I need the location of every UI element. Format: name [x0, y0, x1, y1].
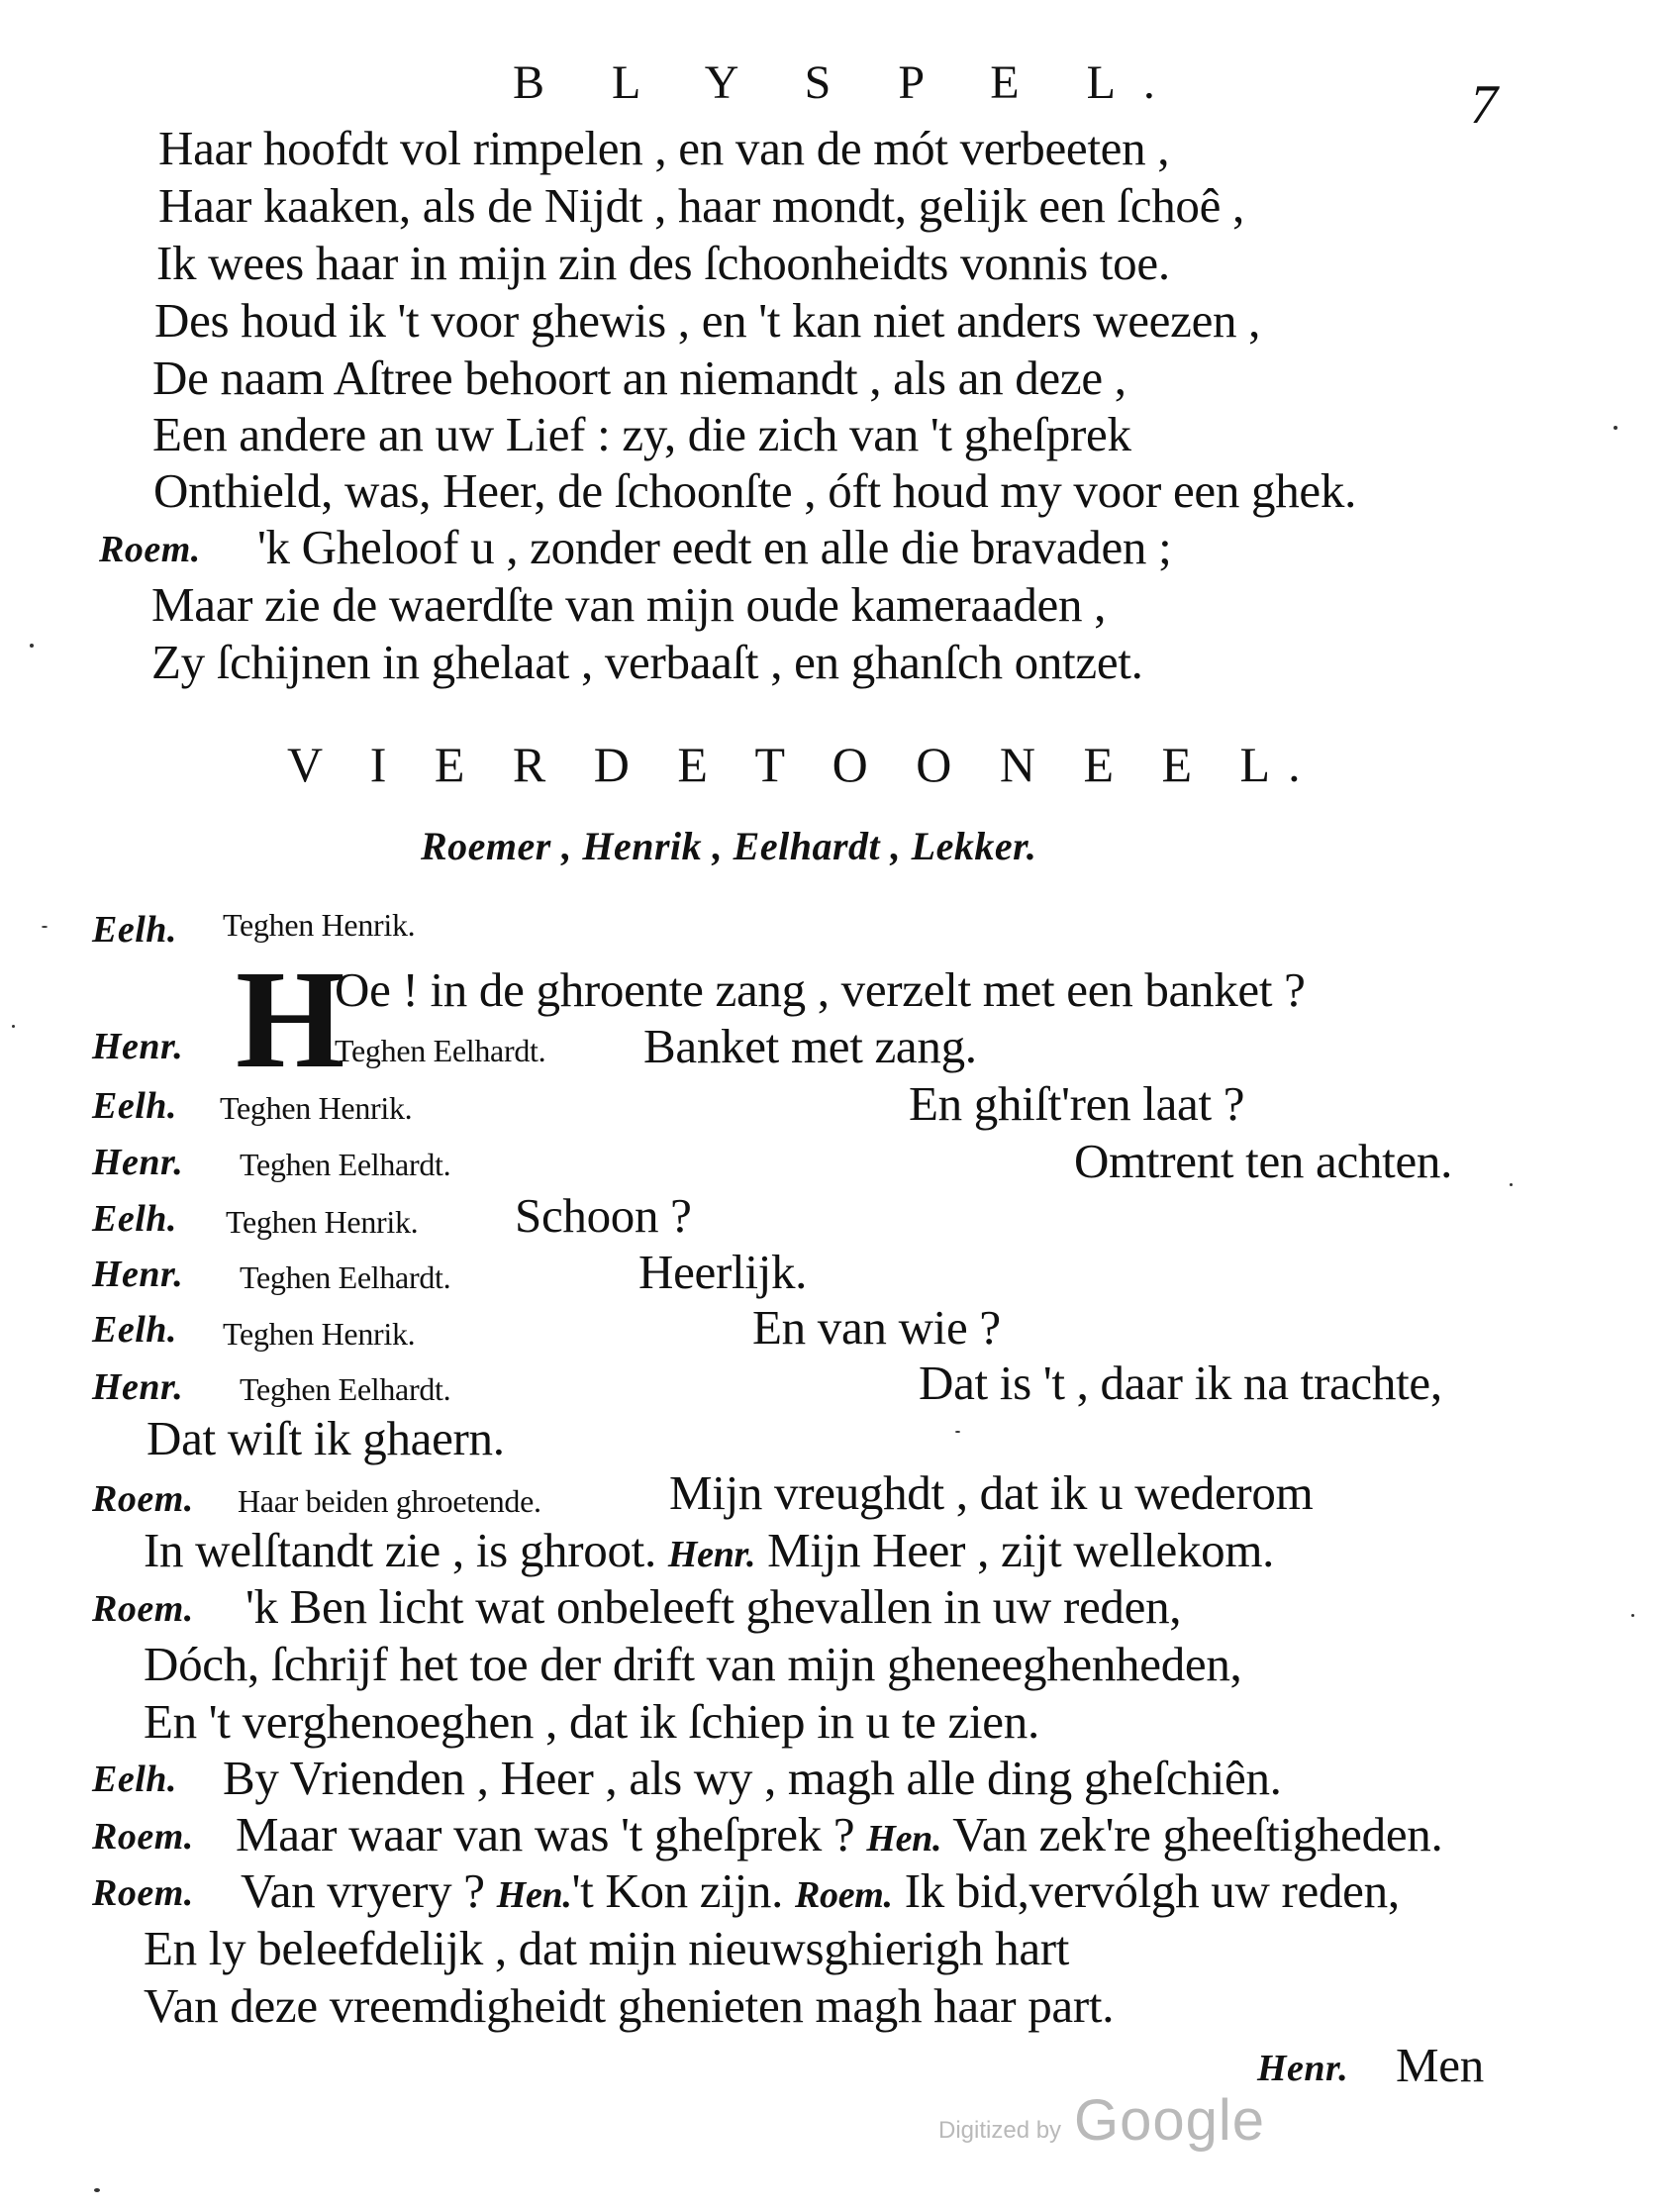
drop-capital: H — [236, 941, 345, 1097]
verse-line: En ghiſt'ren laat ? — [909, 1076, 1245, 1131]
verse-line: En ly beleefdelijk , dat mijn nieuwsghierigh hart — [144, 1921, 1070, 1975]
stage-direction: Teghen Henrik. — [220, 1090, 413, 1126]
print-speck — [42, 926, 48, 928]
verse-text: In welſtandt zie , is ghroot. — [144, 1523, 656, 1577]
verse-line: Onthield, was, Heer, de ſchoonſte , óft houd my voor een ghek. — [153, 463, 1357, 518]
verse-line: 'k Ben licht wat onbeleeft ghevallen in uw reden, — [245, 1579, 1182, 1634]
verse-line: Dat is 't , daar ik na trachte, — [919, 1356, 1442, 1410]
stage-direction: Teghen Henrik. — [223, 907, 416, 943]
verse-text: Van vryery ? — [241, 1863, 485, 1918]
speaker-label: Henr. — [667, 1534, 756, 1575]
verse-line: Des houd ik 't voor ghewis , en 't kan niet anders weezen , — [154, 293, 1261, 348]
speaker-label: Eelh. — [92, 1198, 177, 1240]
verse-line: Van deze vreemdigheidt ghenieten magh haar part. — [144, 1978, 1115, 2033]
stage-direction: Teghen Eelhardt. — [240, 1259, 451, 1295]
stage-direction: Teghen Henrik. — [226, 1204, 419, 1240]
verse-line: Maar zie de waerdſte van mijn oude kameraaden , — [151, 577, 1107, 632]
verse-line — [144, 1523, 1275, 1577]
catchword: Men — [1396, 2038, 1484, 2092]
verse-line — [236, 1807, 1443, 1861]
verse-line: 'k Gheloof u , zonder eedt en alle die bravaden ; — [257, 520, 1172, 574]
running-title: B L Y S P E L. — [513, 56, 1183, 109]
speaker-label: Roem. — [92, 1872, 194, 1914]
speaker-label: Eelh. — [92, 1309, 177, 1351]
print-speck — [1510, 1183, 1513, 1186]
verse-line: Dóch, ſchrijf het toe der drift van mijn gheneeghenheden, — [144, 1637, 1242, 1691]
verse-text: 't Kon zijn. — [571, 1863, 784, 1918]
verse-line: En 't verghenoeghen , dat ik ſchiep in u te zien. — [144, 1694, 1039, 1749]
watermark-prefix: Digitized by — [938, 2117, 1062, 2144]
verse-line — [241, 1863, 1400, 1918]
stage-direction: Teghen Eelhardt. — [240, 1371, 451, 1407]
speaker-label: Roem. — [99, 529, 201, 570]
speaker-label: Roem. — [92, 1816, 194, 1858]
verse-line: Ik wees haar in mijn zin des ſchoonheidts vonnis toe. — [156, 236, 1170, 290]
verse-line: De naam Aſtree behoort an niemandt , als an deze , — [152, 351, 1126, 405]
verse-text: Maar waar van was 't gheſprek ? — [236, 1807, 855, 1861]
print-speck — [1614, 426, 1617, 430]
verse-line: Haar hoofdt vol rimpelen , en van de mót verbeeten , — [158, 121, 1170, 175]
verse-line: Omtrent ten achten. — [1074, 1134, 1453, 1188]
speaker-label: Hen. — [866, 1818, 942, 1860]
verse-line: En van wie ? — [752, 1300, 1001, 1355]
speaker-label: Hen. — [496, 1874, 572, 1916]
stage-direction: Haar beiden ghroetende. — [238, 1483, 541, 1519]
speaker-label: Henr. — [92, 1254, 184, 1295]
verse-line: Zy ſchijnen in ghelaat , verbaaſt , en ghanſch ontzet. — [151, 635, 1143, 689]
stage-direction: Teghen Henrik. — [223, 1316, 416, 1352]
catchword-speaker: Henr. — [1257, 2048, 1349, 2089]
print-speck — [12, 1025, 15, 1028]
verse-line: By Vrienden , Heer , als wy , magh alle ding gheſchiên. — [223, 1751, 1282, 1805]
verse-line: Schoon ? — [515, 1188, 692, 1243]
speaker-label: Roem. — [92, 1478, 194, 1520]
speaker-label: Henr. — [92, 1366, 184, 1408]
verse-line: Banket met zang. — [643, 1019, 977, 1073]
verse-text: Van zek're gheeſtigheden. — [952, 1807, 1443, 1861]
page-number: 7 — [1470, 74, 1498, 136]
verse-line: Haar kaaken, als de Nijdt , haar mondt, gelijk een ſchoê , — [158, 178, 1244, 233]
verse-text: Mijn Heer , zijt wellekom. — [767, 1523, 1275, 1577]
verse-text: Ik bid,vervólgh uw reden, — [904, 1863, 1400, 1918]
speaker-label: Henr. — [92, 1142, 184, 1183]
speaker-label: Roem. — [92, 1588, 194, 1630]
print-speck — [94, 2188, 100, 2192]
scene-title: V I E R D E T O O N E E L. — [287, 737, 1319, 792]
stage-direction: Teghen Eelhardt. — [335, 1033, 546, 1068]
verse-line: Mijn vreughdt , dat ik u wederom — [669, 1465, 1314, 1520]
scene-characters: Roemer , Henrik , Eelhardt , Lekker. — [421, 824, 1037, 868]
speaker-label: Henr. — [92, 1026, 184, 1067]
verse-line: Oe ! in de ghroente zang , verzelt met een banket ? — [335, 962, 1306, 1017]
speaker-label: Eelh. — [92, 909, 177, 951]
speaker-label: Eelh. — [92, 1085, 177, 1127]
verse-line: Dat wiſt ik ghaern. — [147, 1411, 505, 1465]
verse-line: Heerlijk. — [638, 1245, 808, 1299]
print-speck — [955, 1431, 960, 1433]
speaker-label: Eelh. — [92, 1759, 177, 1800]
verse-line: Een andere an uw Lief : zy, die zich van 't gheſprek — [152, 407, 1131, 461]
stage-direction: Teghen Eelhardt. — [240, 1147, 451, 1182]
print-speck — [30, 644, 34, 648]
print-speck — [1631, 1614, 1634, 1617]
speaker-label: Roem. — [794, 1874, 893, 1916]
watermark-google-logo: Google — [1074, 2088, 1266, 2153]
